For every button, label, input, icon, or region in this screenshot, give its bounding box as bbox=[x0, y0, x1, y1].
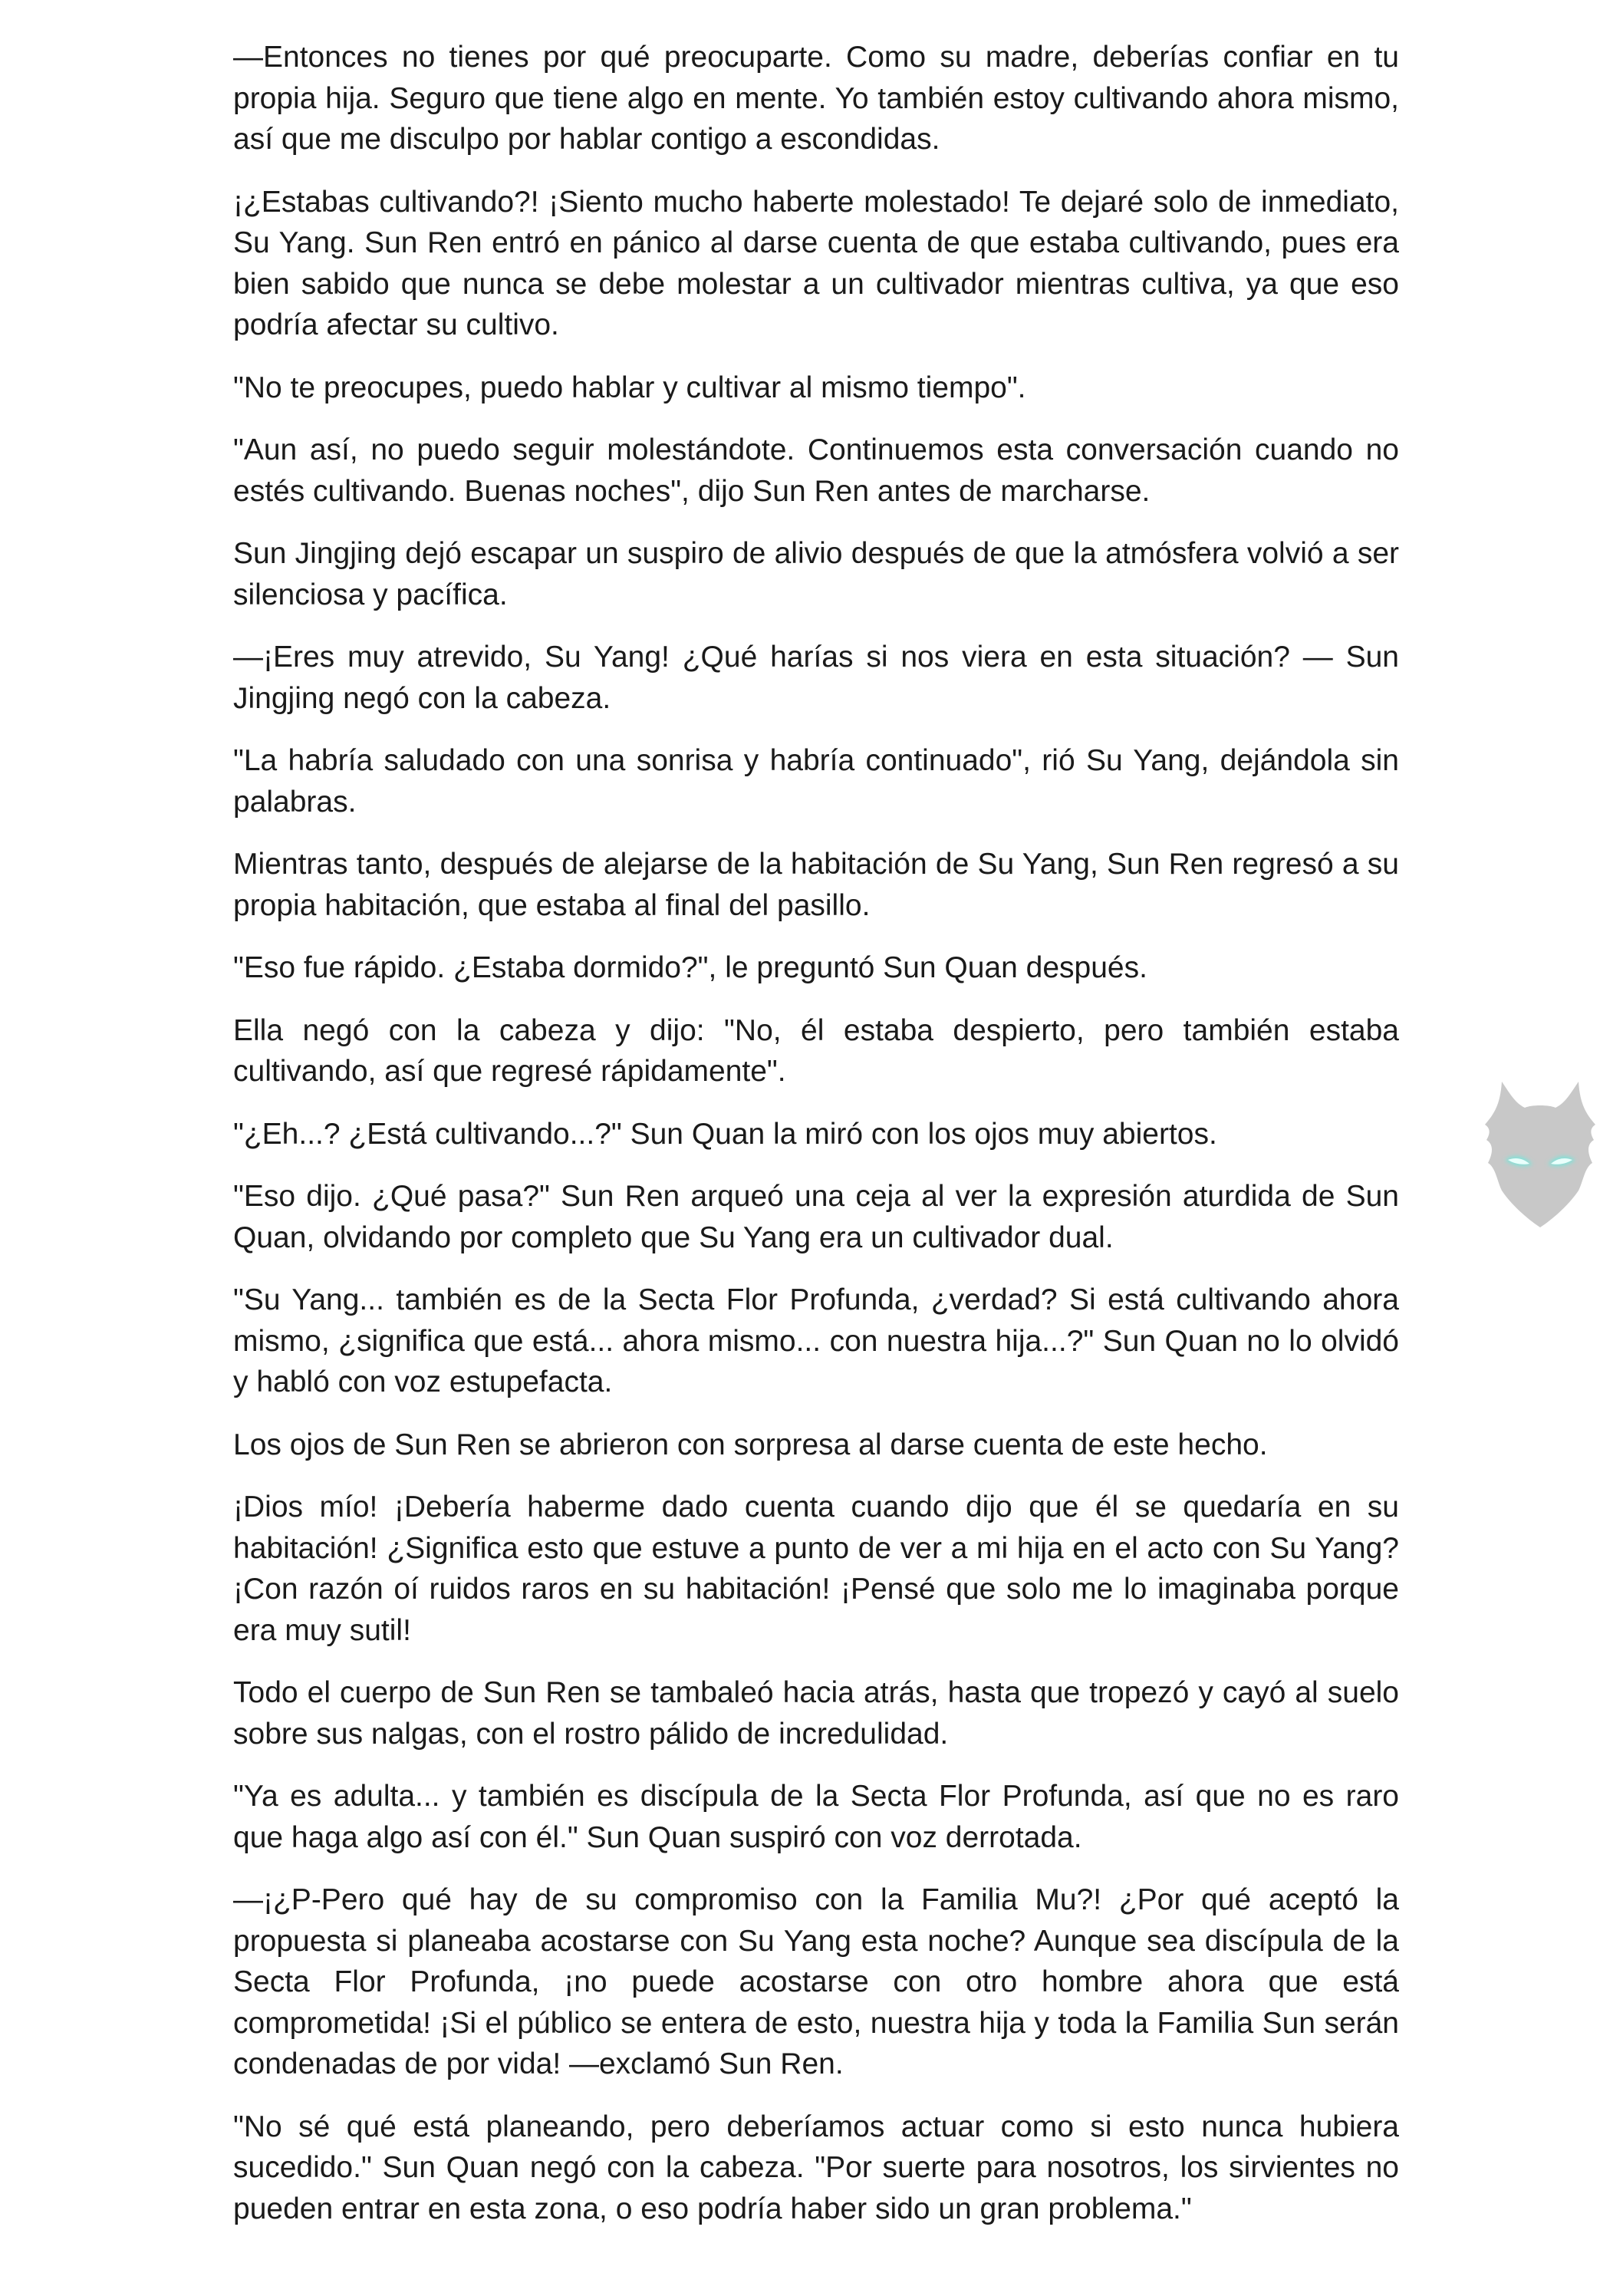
paragraph: ¡Dios mío! ¡Debería haberme dado cuenta cuando dijo que él se quedaría en su habitación! ¿Significa esto que estuve a punto de ver a mi hija en el acto con Su Yang? ¡Con razón oí ruidos raros en su habitación! ¡Pensé que solo me lo imaginaba porque era muy sutil! bbox=[233, 1491, 1399, 1647]
paragraph: Ella negó con la cabeza y dijo: "No, él estaba despierto, pero también estaba cultivando, así que regresé rápidamente". bbox=[233, 1013, 1399, 1088]
paragraph: "No te preocupes, puedo hablar y cultivar al mismo tiempo". bbox=[233, 371, 1026, 404]
paragraph: "Eso fue rápido. ¿Estaba dormido?", le preguntó Sun Quan después. bbox=[233, 951, 1147, 984]
paragraph: "Su Yang... también es de la Secta Flor Profunda, ¿verdad? Si está cultivando ahora mismo, ¿significa que está... ahora mismo... con nuestra hija...?" Sun Quan no lo olvidó y habló con voz estupefacta. bbox=[233, 1283, 1399, 1398]
paragraph: "¿Eh...? ¿Está cultivando...?" Sun Quan la miró con los ojos muy abiertos. bbox=[233, 1117, 1217, 1151]
paragraph: "Ya es adulta... y también es discípula de la Secta Flor Profunda, así que no es raro que haga algo así con él." Sun Quan suspiró con voz derrotada. bbox=[233, 1780, 1399, 1854]
document-body bbox=[233, 37, 1399, 2251]
paragraph: —Entonces no tienes por qué preocuparte. Como su madre, deberías confiar en tu propia hija. Seguro que tiene algo en mente. Yo también estoy cultivando ahora mismo, así que me disculpo por hablar contigo a escondidas. bbox=[233, 41, 1399, 156]
paragraph: Sun Jingjing dejó escapar un suspiro de alivio después de que la atmósfera volvió a ser silenciosa y pacífica. bbox=[233, 537, 1399, 611]
paragraph: "La habría saludado con una sonrisa y habría continuado", rió Su Yang, dejándola sin palabras. bbox=[233, 744, 1399, 819]
paragraph: Los ojos de Sun Ren se abrieron con sorpresa al darse cuenta de este hecho. bbox=[233, 1428, 1268, 1461]
paragraph: "No sé qué está planeando, pero deberíamos actuar como si esto nunca hubiera sucedido." Sun Quan negó con la cabeza. "Por suerte para nosotros, los sirvientes no pueden entrar en esta zona, o eso podría haber sido un gran problema." bbox=[233, 2110, 1399, 2225]
paragraph: Todo el cuerpo de Sun Ren se tambaleó hacia atrás, hasta que tropezó y cayó al suelo sobre sus nalgas, con el rostro pálido de incredulidad. bbox=[233, 1676, 1399, 1751]
paragraph: "Eso dijo. ¿Qué pasa?" Sun Ren arqueó una ceja al ver la expresión aturdida de Sun Quan, olvidando por completo que Su Yang era un cultivador dual. bbox=[233, 1180, 1399, 1254]
paragraph: —¡Eres muy atrevido, Su Yang! ¿Qué harías si nos viera en esta situación? — Sun Jingjing negó con la cabeza. bbox=[233, 641, 1399, 715]
demon-head-icon bbox=[1471, 1074, 1609, 1243]
paragraph: "Aun así, no puedo seguir molestándote. Continuemos esta conversación cuando no estés cultivando. Buenas noches", dijo Sun Ren antes de marcharse. bbox=[233, 433, 1399, 508]
paragraph: ¡¿Estabas cultivando?! ¡Siento mucho haberte molestado! Te dejaré solo de inmediato, Su Yang. Sun Ren entró en pánico al darse cuenta de que estaba cultivando, pues era bien sabido que nunca se debe molestar a un cultivador mientras cultiva, ya que eso podría afectar su cultivo. bbox=[233, 185, 1399, 341]
paragraph: —¡¿P-Pero qué hay de su compromiso con la Familia Mu?! ¿Por qué aceptó la propuesta si planeaba acostarse con Su Yang esta noche? Aunque sea discípula de la Secta Flor Profunda, ¡no puede acostarse con otro hombre ahora que está comprometida! ¡Si el público se entera de esto, nuestra hija y toda la Familia Sun serán condenadas de por vida! —exclamó Sun Ren. bbox=[233, 1883, 1399, 2080]
paragraph: Mientras tanto, después de alejarse de la habitación de Su Yang, Sun Ren regresó a su propia habitación, que estaba al final del pasillo. bbox=[233, 848, 1399, 922]
